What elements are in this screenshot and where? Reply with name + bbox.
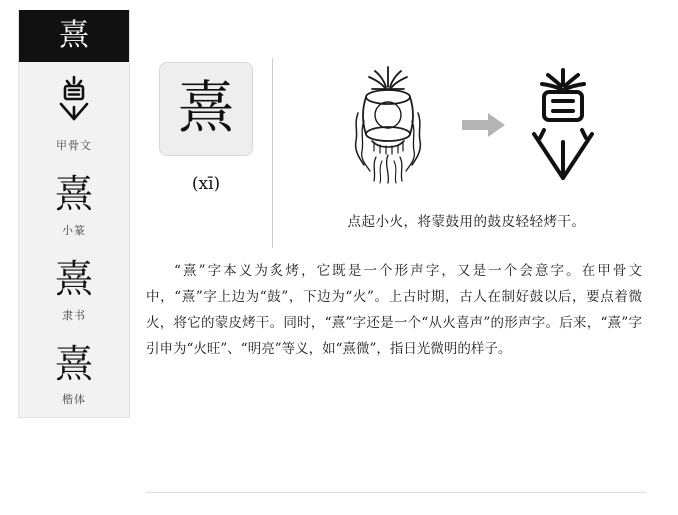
oracle-bone-script-glyph-icon xyxy=(52,74,96,130)
regular-script-glyph-icon: 熹 xyxy=(54,341,93,386)
main-content xyxy=(146,10,660,376)
character-card xyxy=(159,62,253,156)
illustration-caption: 点起小火，将蒙鼓用的鼓皮轻轻烤干。 xyxy=(347,214,586,230)
sidebar-item-oracle-bone[interactable] xyxy=(19,62,129,163)
script-evolution-sidebar xyxy=(18,10,130,418)
sidebar-item-label-oracle-bone: 甲骨文 xyxy=(56,138,92,152)
sidebar-item-clerical[interactable] xyxy=(19,248,129,333)
character-panel xyxy=(146,10,266,194)
sidebar-item-regular[interactable] xyxy=(19,333,129,418)
sidebar-item-label-seal: 小篆 xyxy=(62,223,86,237)
character-illustration-row xyxy=(146,10,660,240)
explanation-paragraph: “熹”字本义为炙烤，它既是一个形声字，又是一个会意字。在甲骨文中，“熹”字上边为“鼓”，下边为“火”。上古时期，古人在制好鼓以后，要点着微火，将它的蒙皮烤干。同时，“熹”字还是一个“从火喜声”的形声字。后来，“熹”字引申为“火旺”、“明亮”等义，如“熹微”，指日光微明的样子。 xyxy=(146,263,642,357)
bottom-divider xyxy=(146,492,646,493)
sidebar-header xyxy=(19,10,129,62)
seal-script-glyph-icon: 熹 xyxy=(54,171,93,216)
illustration-panel xyxy=(273,10,660,230)
drum-over-fire-drawing-icon xyxy=(328,61,448,194)
illustration-row xyxy=(328,62,606,192)
clerical-script-glyph-icon: 熹 xyxy=(54,256,93,301)
sidebar-item-seal[interactable] xyxy=(19,163,129,248)
right-arrow-icon xyxy=(462,112,506,143)
header-character: 熹 xyxy=(59,18,89,53)
sidebar-item-label-regular: 楷体 xyxy=(62,393,86,407)
sidebar-item-label-clerical: 隶书 xyxy=(62,308,86,322)
pinyin-label: (xī) xyxy=(191,174,221,194)
main-character: 熹 xyxy=(178,76,234,141)
oracle-bone-character-drawing-icon xyxy=(520,64,606,191)
